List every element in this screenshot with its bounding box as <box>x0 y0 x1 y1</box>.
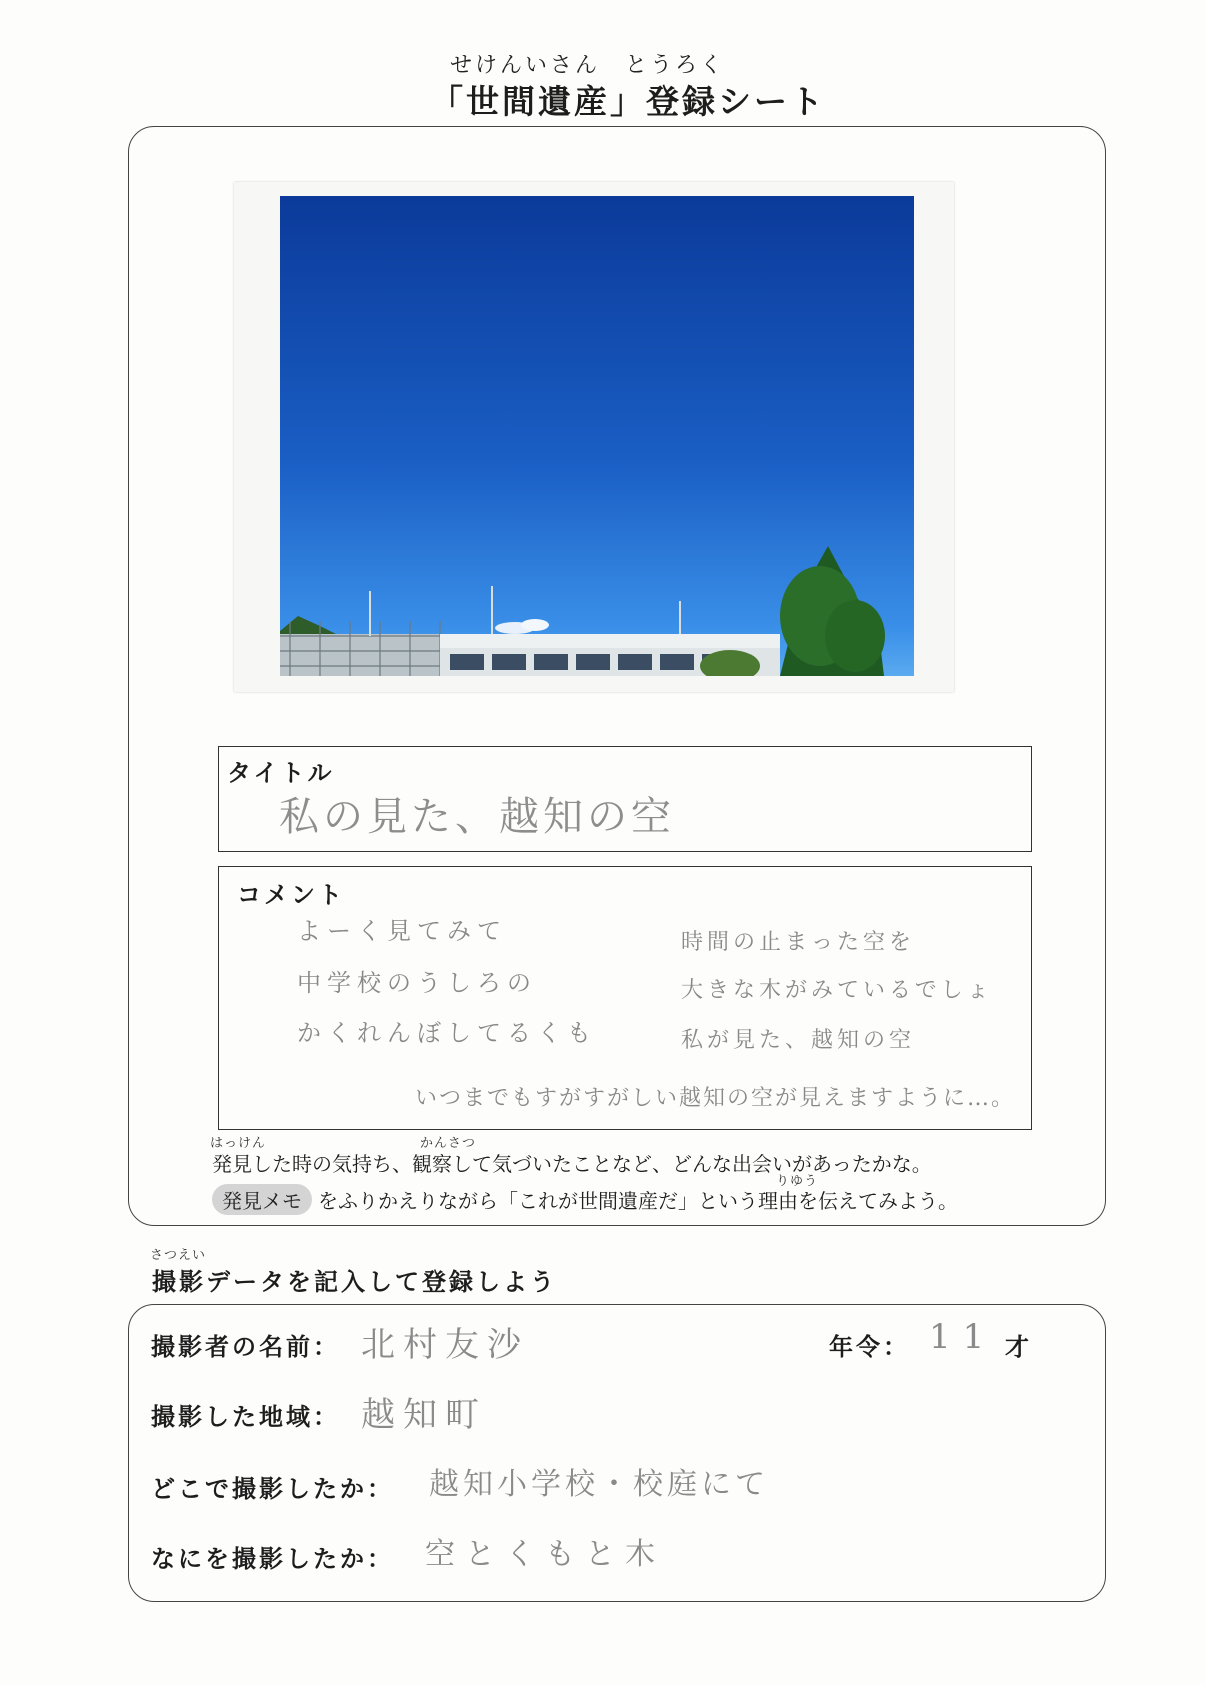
name-value: 北村友沙 <box>361 1325 529 1365</box>
instruction-line-2-text: をふりかえりながら「これが世間遺産だ」という理由を伝えてみよう。 <box>318 1189 958 1213</box>
comment-line-bottom: いつまでもすがすがしい越知の空が見えますように…。 <box>415 1086 1016 1111</box>
region-label: 撮影した地域： <box>151 1403 340 1431</box>
name-label: 撮影者の名前： <box>151 1333 340 1361</box>
comment-line-left-2: 中学校のうしろの <box>297 969 537 997</box>
memo-badge: 発見メモ <box>212 1184 312 1215</box>
header-ruby: せけんいさん とうろく <box>450 53 726 78</box>
title-value: 私の見た、越知の空 <box>279 794 675 840</box>
title-label: タイトル <box>227 759 335 787</box>
data-panel <box>128 1304 1106 1602</box>
ruby-satsuei: さつえい <box>150 1248 207 1263</box>
ruby-kansatsu: かんさつ <box>420 1136 477 1151</box>
photo-svg <box>280 196 914 676</box>
ruby-riyuu: りゆう <box>776 1174 819 1189</box>
region-value: 越知町 <box>361 1395 487 1435</box>
instruction-line-1: 発見した時の気持ち、観察して気づいたことなど、どんな出会いがあったかな。 <box>212 1152 932 1176</box>
comment-line-right-1: 時間の止まった空を <box>681 930 916 955</box>
place-value: 越知小学校・校庭にて <box>429 1467 769 1502</box>
comment-label: コメント <box>237 881 345 909</box>
title-box <box>218 746 1032 852</box>
age-unit: 才 <box>1005 1333 1032 1361</box>
subject-label: なにを撮影したか： <box>151 1545 394 1573</box>
subject-value: 空とくもと木 <box>425 1537 665 1572</box>
place-label: どこで撮影したか： <box>151 1475 394 1503</box>
comment-line-left-1: よーく見てみて <box>297 917 507 945</box>
comment-line-left-3: かくれんぼしてるくも <box>297 1019 597 1047</box>
school-sky-photo <box>280 196 914 676</box>
page-title: 「世間遺産」登録シート <box>430 82 826 121</box>
comment-box <box>218 866 1032 1130</box>
data-heading: 撮影データを記入して登録しよう <box>152 1268 557 1296</box>
comment-line-right-3: 私が見た、越知の空 <box>681 1028 916 1053</box>
comment-line-right-2: 大きな木がみているでしょ <box>681 978 993 1003</box>
age-label: 年令： <box>829 1333 910 1361</box>
instruction-line-2 <box>212 1184 958 1215</box>
age-value: 11 <box>929 1317 997 1357</box>
ruby-hakken: はっけん <box>210 1136 267 1151</box>
